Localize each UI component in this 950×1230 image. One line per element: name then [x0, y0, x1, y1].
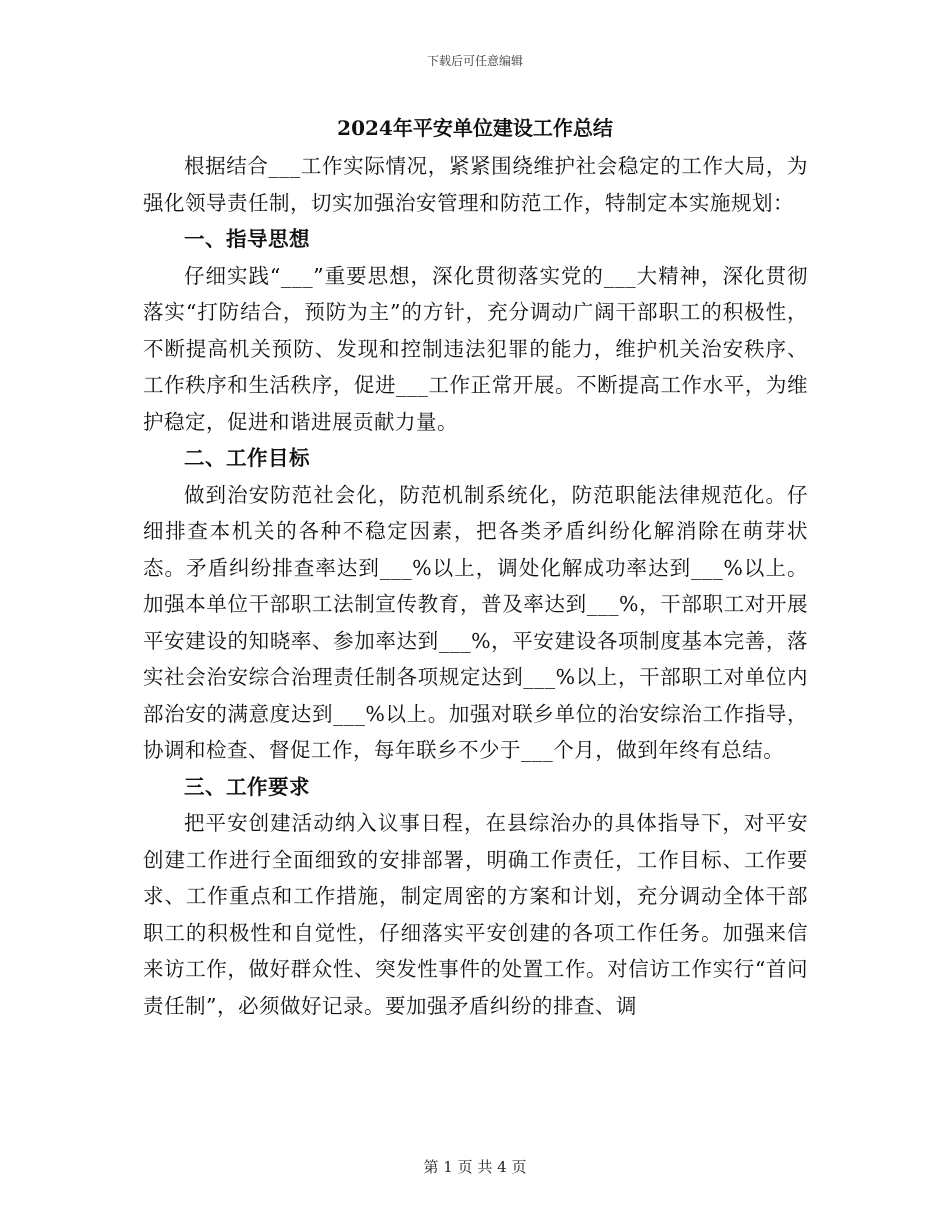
- page-header-note: 下载后可任意编辑: [426, 54, 523, 68]
- section-heading-work-goals: 二、工作目标: [184, 446, 310, 470]
- document-title: 2024年平安单位建设工作总结: [337, 116, 613, 140]
- section-paragraph-work-goals: 做到治安防范社会化，防范机制系统化，防范职能法律规范化。仔细排查本机关的各种不稳定因素，把各类矛盾纠纷化解消除在萌芽状态。矛盾纠纷排查率达到___%以上，调处化解成功率达到___%以上。加强本单位干部职工法制宣传教育，普及率达到___%，干部职工对开展平安建设的知晓率、参加率达到___%，平安建设各项制度基本完善，落实社会治安综合治理责任制各项规定达到___%以上，干部职工对单位内部治安的满意度达到___%以上。加强对联乡单位的治安综治工作指导，协调和检查、督促工作，每年联乡不少于___个月，做到年终有总结。: [143, 482, 808, 762]
- document-body: [143, 148, 808, 1024]
- section-paragraph-work-requirements: 把平安创建活动纳入议事日程，在县综治办的具体指导下，对平安创建工作进行全面细致的安排部署，明确工作责任，工作目标、工作要求、工作重点和工作措施，制定周密的方案和计划，充分调动全体干部职工的积极性和自觉性，仔细落实平安创建的各项工作任务。加强来信来访工作，做好群众性、突发性事件的处置工作。对信访工作实行“首问责任制”，必须做好记录。要加强矛盾纠纷的排查、调: [143, 811, 808, 1018]
- section-heading-guiding-ideology: 一、指导思想: [184, 227, 310, 251]
- page-number-footer: 第 1 页 共 4 页: [423, 1158, 527, 1176]
- section-heading-work-requirements: 三、工作要求: [184, 774, 310, 799]
- intro-paragraph: 根据结合___工作实际情况，紧紧围绕维护社会稳定的工作大局，为强化领导责任制，切实加强治安管理和防范工作，特制定本实施规划：: [143, 154, 808, 215]
- section-paragraph-guiding-ideology: 仔细实践“___”重要思想，深化贯彻落实党的___大精神，深化贯彻落实“打防结合，预防为主”的方针，充分调动广阔干部职工的积极性，不断提高机关预防、发现和控制违法犯罪的能力，维护机关治安秩序、工作秩序和生活秩序，促进___工作正常开展。不断提高工作水平，为维护稳定，促进和谐进展贡献力量。: [143, 263, 808, 434]
